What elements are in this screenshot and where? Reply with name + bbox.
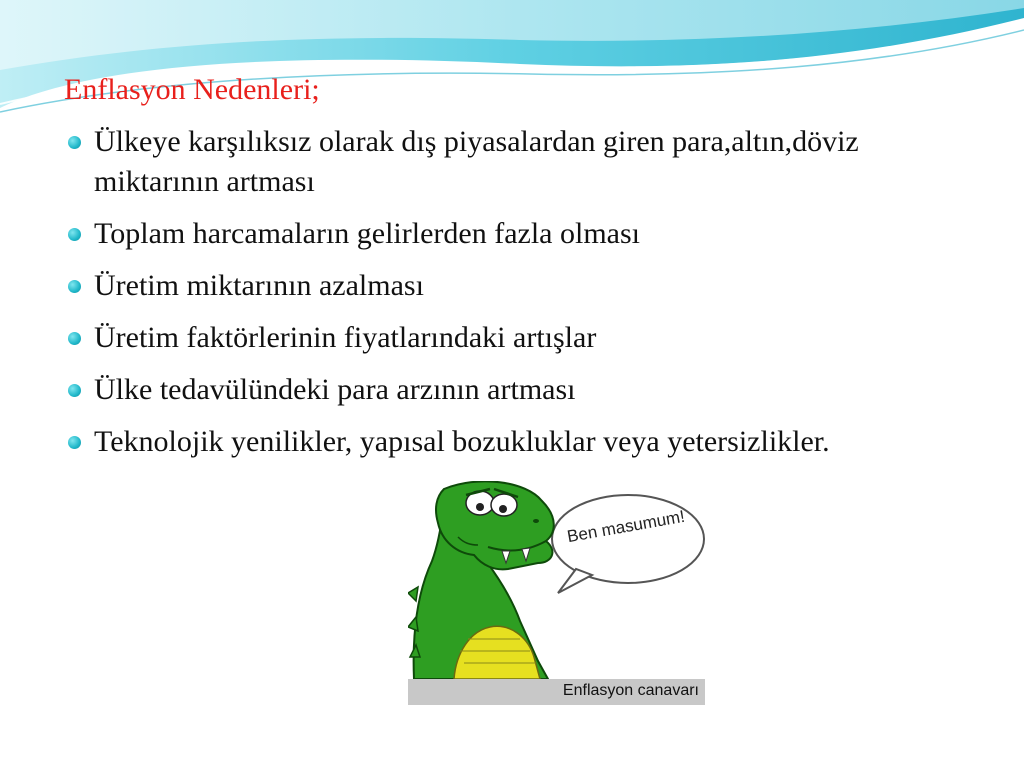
bullet-text: Üretim faktörlerinin fiyatlarındaki artışlar [94, 321, 597, 354]
bullet-dot-icon [68, 384, 81, 397]
bullet-dot-icon [68, 280, 81, 293]
bullet-item [64, 266, 864, 306]
bullet-list [64, 122, 864, 474]
bullet-text: Teknolojik yenilikler, yapısal bozukluklar veya yetersizlikler. [94, 425, 830, 458]
bullet-item [64, 122, 864, 202]
speech-bubble-tail [558, 569, 592, 593]
bullet-dot-icon [68, 228, 81, 241]
bullet-dot-icon [68, 332, 81, 345]
bullet-text: Ülke tedavülündeki para arzının artması [94, 373, 576, 406]
right-pupil [499, 505, 507, 513]
bullet-item [64, 214, 864, 254]
bullet-text: Üretim miktarının azalması [94, 269, 424, 302]
illustration-caption: Enflasyon canavarı [562, 682, 699, 699]
slide-heading: Enflasyon Nedenleri; [64, 73, 320, 106]
inflation-monster-illustration [408, 481, 705, 705]
bullet-item [64, 370, 864, 410]
bullet-item [64, 422, 864, 462]
bullet-item [64, 318, 864, 358]
bullet-dot-icon [68, 136, 81, 149]
bullet-text: Ülkeye karşılıksız olarak dış piyasalardan giren para,altın,döviz miktarının artması [94, 125, 859, 198]
left-pupil [476, 503, 484, 511]
caption-bar [408, 679, 705, 705]
bullet-dot-icon [68, 436, 81, 449]
bullet-text: Toplam harcamaların gelirlerden fazla olması [94, 217, 640, 250]
nostril [533, 519, 539, 523]
speech-bubble-text: Ben masumum! [565, 506, 687, 547]
